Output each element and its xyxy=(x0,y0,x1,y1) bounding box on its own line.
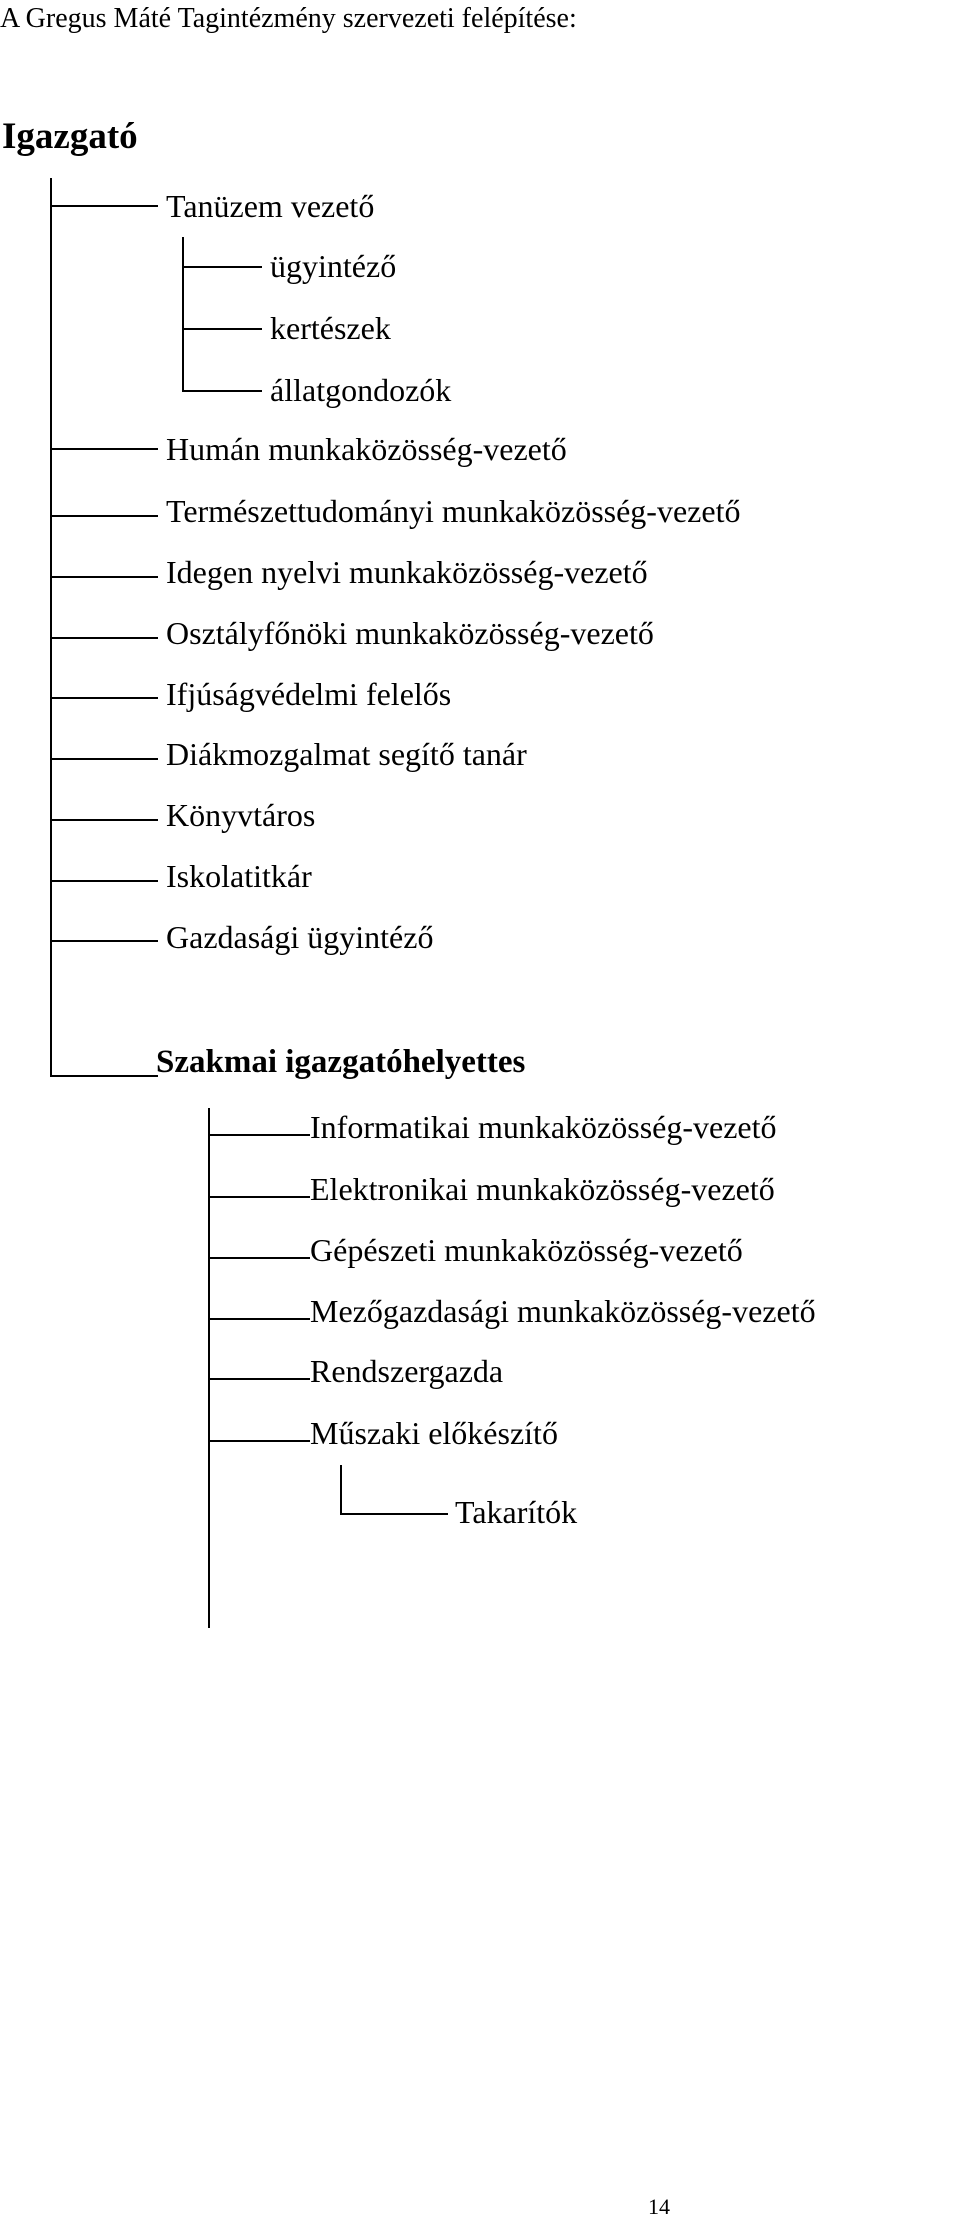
org-node-idegen-nyelvi: Idegen nyelvi munkaközösség-vezető xyxy=(166,554,648,590)
branch-line-allatgondozok xyxy=(182,390,262,392)
muszaki-subtree-line xyxy=(340,1465,342,1515)
org-node-gepeszeti: Gépészeti munkaközösség-vezető xyxy=(310,1232,743,1268)
org-node-takaritok: Takarítók xyxy=(455,1494,578,1530)
branch-line-diakmozgalmat xyxy=(50,758,158,760)
org-node-informatikai: Informatikai munkaközösség-vezető xyxy=(310,1109,777,1145)
org-node-human: Humán munkaközösség-vezető xyxy=(166,431,567,467)
branch-line-takaritok xyxy=(340,1513,448,1515)
branch-line-tanuzem xyxy=(50,205,158,207)
page-heading: A Gregus Máté Tagintézmény szervezeti felépítése: xyxy=(0,3,577,34)
org-node-muszaki: Műszaki előkészítő xyxy=(310,1415,558,1451)
branch-line-informatikai xyxy=(208,1134,310,1136)
org-node-elektronikai: Elektronikai munkaközösség-vezető xyxy=(310,1171,775,1207)
org-node-mezogazdasagi: Mezőgazdasági munkaközösség-vezető xyxy=(310,1293,816,1329)
org-node-osztalyfonoki: Osztályfőnöki munkaközösség-vezető xyxy=(166,615,654,651)
org-node-konyvtaros: Könyvtáros xyxy=(166,797,316,833)
org-node-tanuzem: Tanüzem vezető xyxy=(166,188,375,224)
branch-line-gazdasagi xyxy=(50,940,158,942)
org-node-kerteszek: kertészek xyxy=(270,310,391,346)
org-node-iskolatitkar: Iskolatitkár xyxy=(166,858,312,894)
branch-line-deputy xyxy=(50,1075,158,1077)
branch-line-termeszettudomanyi xyxy=(50,515,158,517)
org-node-ugyintezo: ügyintéző xyxy=(270,248,397,284)
page-number: 14 xyxy=(648,2194,670,2219)
org-node-ifjusagvedelmi: Ifjúságvédelmi felelős xyxy=(166,676,452,712)
org-node-allatgondozok: állatgondozók xyxy=(270,372,452,408)
org-node-deputy: Szakmai igazgatóhelyettes xyxy=(156,1044,526,1080)
org-node-diakmozgalmat: Diákmozgalmat segítő tanár xyxy=(166,736,527,772)
branch-line-mezogazdasagi xyxy=(208,1318,310,1320)
branch-line-ifjusagvedelmi xyxy=(50,697,158,699)
branch-line-elektronikai xyxy=(208,1196,310,1198)
branch-line-human xyxy=(50,448,158,450)
branch-line-iskolatitkar xyxy=(50,880,158,882)
branch-line-muszaki xyxy=(208,1440,310,1442)
deputy-subtree-line xyxy=(208,1108,210,1628)
branch-line-idegen-nyelvi xyxy=(50,576,158,578)
org-node-termeszettudomanyi: Természettudományi munkaközösség-vezető xyxy=(166,493,741,529)
branch-line-konyvtaros xyxy=(50,819,158,821)
branch-line-osztalyfonoki xyxy=(50,637,158,639)
tanuzem-subtree-line xyxy=(182,237,184,392)
branch-line-kerteszek xyxy=(182,328,262,330)
branch-line-rendszergazda xyxy=(208,1378,310,1380)
org-node-gazdasagi: Gazdasági ügyintéző xyxy=(166,919,434,955)
director-title: Igazgató xyxy=(2,116,138,157)
branch-line-gepeszeti xyxy=(208,1257,310,1259)
org-node-rendszergazda: Rendszergazda xyxy=(310,1353,504,1389)
branch-line-ugyintezo xyxy=(182,266,262,268)
